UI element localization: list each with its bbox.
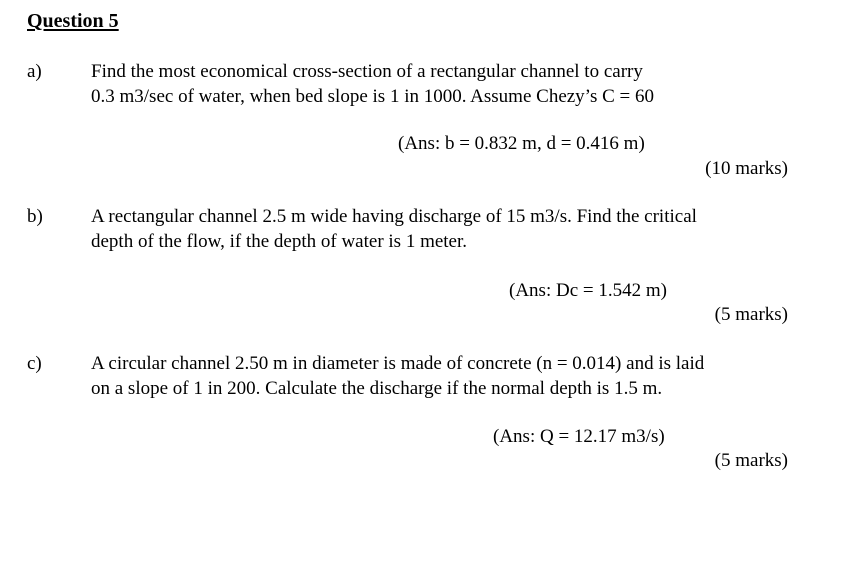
question-heading: Question 5: [27, 10, 119, 32]
part-b-line-1: A rectangular channel 2.5 m wide having discharge of 15 m3/s. Find the critical: [91, 206, 697, 227]
part-c-line-1: A circular channel 2.50 m in diameter is made of concrete (n = 0.014) and is laid: [91, 353, 705, 374]
part-b-line-2: depth of the flow, if the depth of water is 1 meter.: [91, 231, 468, 252]
part-c-letter: c): [27, 353, 42, 374]
part-b-text: [91, 204, 791, 254]
part-c-answer: (Ans: Q = 12.17 m3/s): [493, 426, 665, 447]
part-b-letter: b): [27, 206, 43, 227]
part-a-text: [91, 59, 791, 109]
part-c-marks: (5 marks): [714, 450, 788, 471]
part-a-letter: a): [27, 61, 42, 82]
part-a-line-2: 0.3 m3/sec of water, when bed slope is 1 in 1000. Assume Chezy’s C = 60: [91, 86, 654, 107]
part-c-line-2: on a slope of 1 in 200. Calculate the discharge if the normal depth is 1.5 m.: [91, 378, 663, 399]
part-b-answer: (Ans: Dc = 1.542 m): [509, 280, 667, 301]
part-a-line-1: Find the most economical cross-section of a rectangular channel to carry: [91, 61, 643, 82]
part-c-text: [91, 351, 791, 401]
part-a-answer: (Ans: b = 0.832 m, d = 0.416 m): [398, 133, 645, 154]
part-b-marks: (5 marks): [714, 304, 788, 325]
part-a-marks: (10 marks): [705, 158, 788, 179]
